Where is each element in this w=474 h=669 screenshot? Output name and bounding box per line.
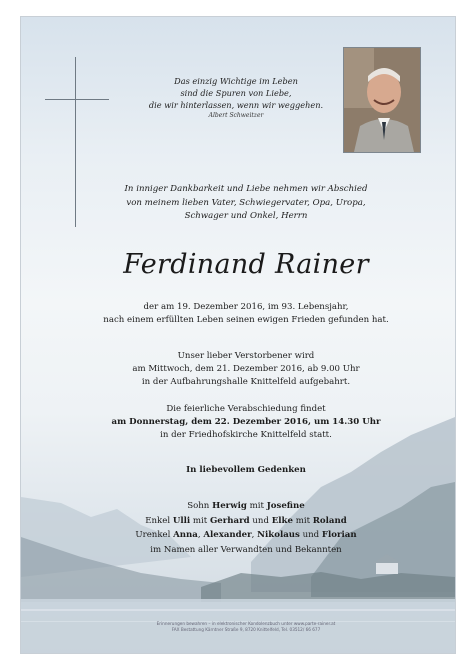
grand-conj: mit <box>295 515 311 526</box>
great-grandchild-name: Alexander <box>203 530 252 540</box>
son-name: Herwig <box>212 501 247 511</box>
farewell-notice <box>61 403 431 442</box>
family-line-grandchildren <box>61 514 431 529</box>
portrait-photo <box>343 47 421 153</box>
grand-conj: mit <box>192 515 208 526</box>
obituary-card <box>20 16 456 654</box>
son-conj: mit <box>249 501 264 511</box>
quote-line: Das einzig Wichtige im Leben <box>174 76 298 86</box>
farewell-line: in der Friedhofskirche Knittelfeld statt. <box>160 430 332 440</box>
quote-line: die wir hinterlassen, wenn wir weggehen. <box>148 100 324 110</box>
great-prefix: Urenkel <box>135 530 171 540</box>
family-closing: im Namen aller Verwandten und Bekannten <box>150 544 342 555</box>
grandchild-name: Ulli <box>172 515 191 526</box>
footer-line: Erinnerungen bewahren – in elektronischer Kondolenzbuch unter www.parte-rainer.at <box>156 621 336 626</box>
grand-prefix: Enkel <box>145 515 171 526</box>
viewing-line: in der Aufbahrungshalle Knittelfeld aufgebahrt. <box>141 377 351 387</box>
deceased-name: Ferdinand Rainer <box>123 249 369 280</box>
great-grandchild-name: Nikolaus <box>257 530 300 540</box>
intro-text <box>81 183 411 224</box>
great-grandchild-name: Florian <box>321 530 357 540</box>
grandchild-partner: Gerhard <box>209 515 250 526</box>
viewing-line: am Mittwoch, dem 21. Dezember 2016, ab 9.00 Uhr <box>132 364 360 374</box>
viewing-line: Unser lieber Verstorbener wird <box>177 351 315 361</box>
family-line-son <box>61 499 431 514</box>
comma-separator: , <box>251 530 255 540</box>
intro-line: von meinem lieben Vater, Schwiegervater, Opa, Uropa, <box>126 197 366 208</box>
in-memory-heading: In liebevollem Gedenken <box>186 465 306 475</box>
great-grandchild-name: Anna <box>173 530 198 540</box>
footer-line: FAX Bestattung Kärntner Straße 9, 8720 Knittelfeld, Tel. 03512/ 66 677 <box>171 627 321 632</box>
great-and: und <box>302 530 320 540</box>
intro-line: In inniger Dankbarkeit und Liebe nehmen wir Abschied <box>124 184 368 194</box>
footer-imprint <box>101 621 391 633</box>
quote-author: Albert Schweitzer <box>208 112 264 119</box>
farewell-line: Die feierliche Verabschiedung findet <box>166 404 326 414</box>
viewing-notice <box>61 350 431 389</box>
son-partner: Josefine <box>266 501 305 511</box>
son-prefix: Sohn <box>187 501 210 511</box>
family-line-great-grandchildren <box>61 528 431 543</box>
death-notice-line: nach einem erfüllten Leben seinen ewigen Frieden gefunden hat. <box>103 315 389 325</box>
cross-horizontal-bar <box>45 99 109 100</box>
grandchild-name: Elke <box>271 515 293 526</box>
death-notice-line: der am 19. Dezember 2016, im 93. Lebensjahr, <box>143 302 349 312</box>
grand-and: und <box>252 515 269 526</box>
death-notice <box>61 301 431 327</box>
quote-block <box>131 75 341 121</box>
family-list <box>61 499 431 557</box>
comma-separator: , <box>197 530 201 540</box>
cross-vertical-bar <box>75 57 76 227</box>
grandchild-partner: Roland <box>312 515 347 526</box>
quote-line: sind die Spuren von Liebe, <box>180 88 292 98</box>
intro-line: Schwager und Onkel, Herrn <box>184 211 308 221</box>
farewell-date-line: am Donnerstag, dem 22. Dezember 2016, um 14.30 Uhr <box>111 417 381 427</box>
